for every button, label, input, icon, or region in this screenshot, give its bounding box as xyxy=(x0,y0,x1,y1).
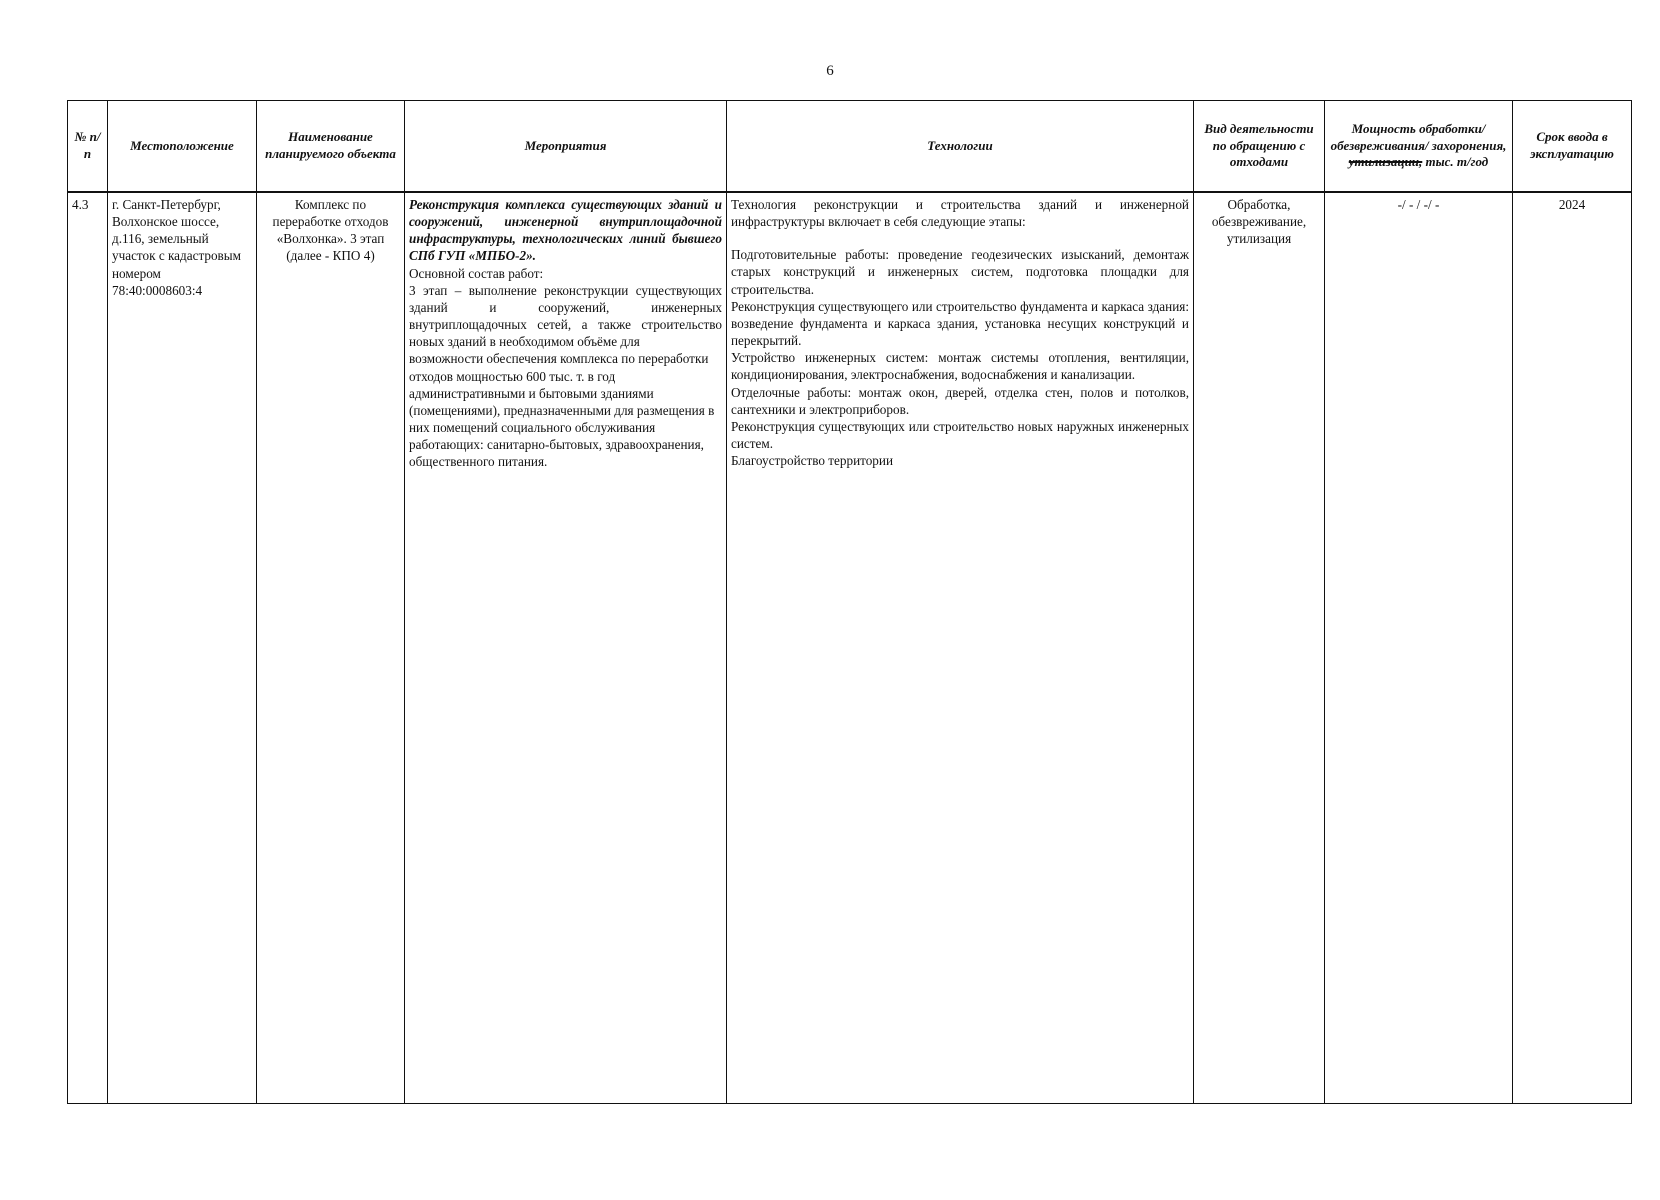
cell-activity-type: Обработка, обезвреживание, утилизация xyxy=(1194,192,1325,1104)
tech-intro: Технология реконструкции и строительства зданий и инженерной инфраструктуры включает в себя следующие этапы: xyxy=(731,197,1189,230)
cell-location: г. Санкт-Петербург, Волхонское шоссе, д.116, земельный участок с кадастровым номером 78:40:0008603:4 xyxy=(108,192,257,1104)
measures-title: Реконструкция комплекса существующих зданий и сооружений, инженерной внутриплощадочной инфраструктуры, технологических линий бывшего СПб ГУП «МПБО-2». xyxy=(409,197,722,264)
cell-commission: 2024 xyxy=(1513,192,1632,1104)
header-capacity-main: Мощность обработки/ обезвреживания/ захоронения, xyxy=(1330,120,1507,153)
header-measures: Мероприятия xyxy=(405,101,727,193)
tech-item: Устройство инженерных систем: монтаж системы отопления, вентиляции, кондиционирования, электроснабжения, водоснабжения и канализации. xyxy=(731,350,1189,383)
header-capacity-struck: утилизации, xyxy=(1348,154,1423,170)
cell-measures xyxy=(405,192,727,1104)
cell-capacity: -/ - / -/ - xyxy=(1325,192,1513,1104)
table-header-row xyxy=(68,101,1632,193)
table-row xyxy=(68,192,1632,1104)
waste-facility-table xyxy=(67,100,1632,1104)
tech-item: Благоустройство территории xyxy=(731,453,894,469)
cell-technologies xyxy=(727,192,1194,1104)
measures-text: 3 этап – выполнение реконструкции существующих зданий и сооружений, инженерных внутриплощадочных сетей, а также строительство новых зданий в необходимом объёме для xyxy=(409,282,722,350)
cell-number: 4.3 xyxy=(68,192,108,1104)
header-commission: Срок ввода в эксплуатацию xyxy=(1513,101,1632,193)
header-object-name: Наименование планируемого объекта xyxy=(257,101,405,193)
header-technologies: Технологии xyxy=(727,101,1194,193)
tech-item: Реконструкция существующего или строительство фундамента и каркаса здания: возведение фундамента и каркаса здания, установка несущих конструкций и перекрытий. xyxy=(731,298,1189,349)
header-activity-type: Вид деятельности по обращению с отходами xyxy=(1194,101,1325,193)
header-location: Местоположение xyxy=(108,101,257,193)
tech-item: Подготовительные работы: проведение геодезических изысканий, демонтаж старых конструкций и инженерных систем, подготовка площадки для строительства. xyxy=(731,247,1189,297)
tech-item: Реконструкция существующих или строительство новых наружных инженерных систем. xyxy=(731,418,1189,452)
measures-subtitle: Основной состав работ: xyxy=(409,265,544,281)
page-number: 6 xyxy=(826,63,834,79)
tech-item: Отделочные работы: монтаж окон, дверей, отделка стен, полов и потолков, сантехники и электроприборов. xyxy=(731,384,1189,417)
header-capacity xyxy=(1325,101,1513,193)
header-capacity-unit: тыс. т/год xyxy=(1422,154,1489,170)
cell-object-name: Комплекс по переработке отходов «Волхонка». 3 этап (далее - КПО 4) xyxy=(257,192,405,1104)
measures-text-continued: возможности обеспечения комплекса по переработки отходов мощностью 600 тыс. т. в год административными и бытовыми зданиями (помещениями), предназначенными для размещения в них помещений социального обслуживания работающих: санитарно-бытовых, здравоохранения, общественного питания. xyxy=(409,351,715,470)
header-number: № п/п xyxy=(68,101,108,193)
